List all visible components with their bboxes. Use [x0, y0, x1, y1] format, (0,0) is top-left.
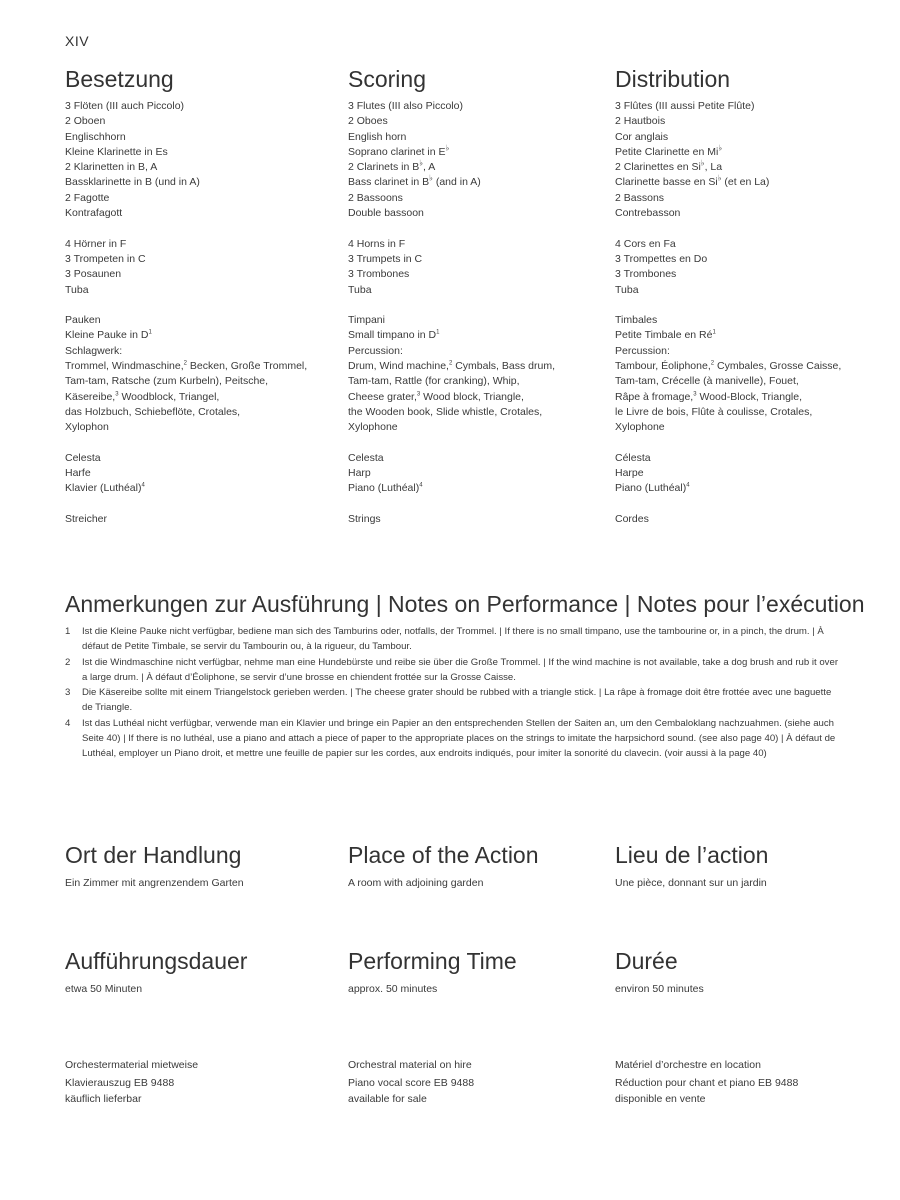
instrument-line: Contrebasson: [615, 207, 681, 220]
footnote-mark: 4: [419, 482, 423, 489]
instrument-line: [348, 175, 603, 190]
instrument-text: Käsereibe,: [65, 390, 116, 403]
instrument-line: 3 Trombones: [348, 268, 410, 281]
instrument-text: Small timpano in D: [348, 329, 437, 342]
note-number: 4: [65, 717, 71, 729]
instrument-line: 3 Trompeten in C: [65, 252, 146, 265]
scoring-column-de: [65, 65, 335, 527]
instrument-line: [615, 390, 875, 405]
instrument-text: Tambour, Éoliphone,: [615, 360, 711, 373]
instrument-list-de: [65, 99, 335, 527]
instrument-line: Kleine Klarinette in Es: [65, 145, 168, 158]
instrument-text: (and in A): [432, 176, 481, 189]
duration-text-de: etwa 50 Minuten: [65, 983, 143, 995]
instrument-line: Percussion:: [615, 344, 670, 357]
footnote-mark: 2: [448, 360, 453, 367]
duration-title-de: Aufführungsdauer: [65, 948, 248, 974]
flat-sign-icon: ♭: [700, 158, 705, 168]
footnote-mark: 1: [436, 329, 440, 336]
note-text: Ist das Luthéal nicht verfügbar, verwende man ein Klavier und bringe ein Papier an den entsprechenden Stellen der Saiten an, um den Cembaloklang nachzuahmen. (siehe auch Seite 40) | If there is no luthéal, use a piano and attach a piece of paper to the appropriate places on the strings to imitate the harpsichord sound. (see also page 40) | À défaut de Luthéal, employer un Piano droit, et mettre une feuille de papier sur les cordes, aux endroits indiqués, pour imiter la sonorité du clavecin. (voir aussi à la page 40): [82, 717, 836, 760]
footnote-mark: 2: [183, 360, 187, 367]
instrument-line: [65, 359, 335, 374]
instrument-line: Pauken: [65, 314, 101, 327]
blank-line: [615, 436, 875, 451]
footnote-mark: 2: [710, 360, 715, 367]
place-title-en: Place of the Action: [348, 842, 539, 868]
instrument-text: Bass clarinet in B: [348, 176, 430, 189]
instrument-line: Tuba: [615, 283, 639, 296]
instrument-list-en: [348, 99, 603, 527]
instrument-line: Xylophone: [615, 421, 665, 434]
instrument-line: 3 Flûtes (III aussi Petite Flûte): [615, 100, 755, 112]
instrument-text: Petite Timbale en Ré: [615, 329, 713, 342]
instrument-line: Tuba: [348, 283, 372, 296]
instrument-text: Woodblock, Triangel,: [118, 390, 220, 403]
instrument-line: Timpani: [348, 314, 385, 327]
blank-line: [65, 436, 335, 451]
instrument-line: [615, 481, 875, 496]
instrument-line: [65, 328, 335, 343]
instrument-line: Harpe: [615, 467, 644, 480]
instrument-line: [348, 328, 603, 343]
instrument-text: Piano (Luthéal): [615, 482, 687, 495]
instrument-line: 3 Trombones: [615, 268, 677, 281]
place-column-de: [65, 841, 335, 891]
note-text: Ist die Windmaschine nicht verfügbar, nehme man eine Hundebürste und reibe sie über die Große Trommel. | If the wind machine is not available, take a dog brush and rub it over a large drum. | À défaut d’Éoliphone, se servir d’une brosse en chiendent frottée sur la Grosse Caisse.: [82, 656, 839, 683]
instrument-line: 4 Horns in F: [348, 237, 406, 250]
material-hire-text: Orchestral material on hire: [348, 1059, 472, 1071]
instrument-line: Cor anglais: [615, 130, 669, 143]
note-text: Die Käsereibe sollte mit einem Triangelstock gerieben werden. | The cheese grater should be rubbed with a triangle stick. | La râpe à fromage doit être frottée avec une baguette de Triangle.: [82, 687, 832, 714]
place-text-de: Ein Zimmer mit angrenzendem Garten: [65, 877, 244, 889]
instrument-text: 2 Clarinets in B: [348, 161, 420, 174]
instrument-line: [615, 160, 875, 175]
instrument-line: Harfe: [65, 467, 91, 480]
blank-line: [65, 298, 335, 313]
instrument-text: , A: [422, 161, 436, 174]
footnote-mark: 4: [141, 482, 145, 489]
blank-line: [65, 497, 335, 512]
footnote-mark: 3: [416, 391, 421, 398]
note-text: Ist die Kleine Pauke nicht verfügbar, bediene man sich des Tamburins oder, notfalls, der Trommel. | If there is no small timpano, use the tambourine or, in a pinch, the drum. | À défaut de Petite Timbale, se servir du Tambourin ou, à la rigueur, du Tambour.: [82, 626, 824, 653]
instrument-text: Kleine Pauke in D: [65, 329, 149, 342]
publishing-info-fr: [615, 1058, 875, 1107]
instrument-text: Cymbales, Grosse Caisse,: [714, 360, 842, 373]
instrument-line: Englischhorn: [65, 130, 126, 143]
publishing-info-de: [65, 1058, 335, 1107]
vocal-score-text: Piano vocal score EB 9488: [348, 1077, 475, 1090]
instrument-line: Tam-tam, Ratsche (zum Kurbeln), Peitsche,: [65, 375, 269, 388]
instrument-text: Piano (Luthéal): [348, 482, 420, 495]
instrument-list-fr: [615, 99, 875, 527]
instrument-line: Double bassoon: [348, 207, 424, 220]
note-number: 1: [65, 626, 71, 637]
instrument-line: [348, 390, 603, 405]
instrument-line: Cordes: [615, 513, 649, 526]
instrument-line: Tam-tam, Rattle (for cranking), Whip,: [348, 375, 520, 388]
note-item: [65, 655, 840, 686]
place-column-fr: [615, 841, 875, 891]
availability-text: käuflich lieferbar: [65, 1092, 142, 1105]
instrument-line: Kontrafagott: [65, 207, 123, 220]
instrument-text: Trommel, Windmaschine,: [65, 360, 184, 373]
availability-text: available for sale: [348, 1092, 427, 1105]
notes-title: Anmerkungen zur Ausführung | Notes on Performance | Notes pour l’exécution: [65, 591, 865, 617]
note-number: 2: [65, 656, 71, 668]
instrument-line: Tuba: [65, 283, 89, 296]
instrument-line: [65, 390, 335, 405]
scoring-column-en: [348, 65, 603, 527]
page-number: XIV: [65, 33, 90, 49]
instrument-line: Xylophone: [348, 421, 398, 434]
instrument-text: , La: [704, 161, 723, 174]
instrument-line: [615, 359, 875, 374]
duration-column-fr: [615, 947, 875, 997]
instrument-line: [615, 145, 875, 160]
instrument-line: 3 Flöten (III auch Piccolo): [65, 100, 185, 112]
scoring-title-de: Besetzung: [65, 66, 174, 92]
instrument-line: Xylophon: [65, 421, 109, 434]
instrument-line: 4 Cors en Fa: [615, 237, 676, 250]
instrument-text: Wood block, Triangle,: [420, 390, 524, 403]
blank-line: [615, 298, 875, 313]
instrument-line: Célesta: [615, 451, 651, 464]
footnote-mark: 3: [115, 391, 119, 398]
instrument-text: 2 Clarinettes en Si: [615, 161, 701, 174]
publishing-info-en: [348, 1058, 603, 1107]
scoring-title-fr: Distribution: [615, 66, 731, 92]
blank-line: [65, 221, 335, 236]
place-text-en: A room with adjoining garden: [348, 877, 484, 889]
instrument-text: Becken, Große Trommel,: [186, 360, 308, 373]
instrument-line: [348, 160, 603, 175]
instrument-line: [615, 328, 875, 343]
flat-sign-icon: ♭: [717, 173, 722, 183]
availability-text: disponible en vente: [615, 1092, 706, 1105]
instrument-text: Petite Clarinette en Mi: [615, 145, 719, 158]
instrument-line: [348, 359, 603, 374]
blank-line: [615, 497, 875, 512]
instrument-line: 2 Hautbois: [615, 115, 666, 128]
blank-line: [348, 497, 603, 512]
instrument-line: Percussion:: [348, 344, 403, 357]
instrument-text: Wood-Block, Triangle,: [696, 390, 802, 403]
blank-line: [348, 221, 603, 236]
vocal-score-text: Klavierauszug EB 9488: [65, 1077, 175, 1090]
flat-sign-icon: ♭: [445, 143, 450, 153]
instrument-line: 3 Trompettes en Do: [615, 252, 708, 265]
flat-sign-icon: ♭: [419, 158, 423, 168]
blank-line: [615, 221, 875, 236]
duration-title-fr: Durée: [615, 948, 678, 974]
note-item: [65, 685, 840, 716]
instrument-text: Clarinette basse en Si: [615, 176, 718, 189]
place-title-de: Ort der Handlung: [65, 842, 242, 868]
instrument-line: Tam-tam, Crécelle (à manivelle), Fouet,: [615, 375, 799, 388]
instrument-line: das Holzbuch, Schiebeflöte, Crotales,: [65, 405, 241, 418]
scoring-column-fr: [615, 65, 875, 527]
notes-list: [65, 624, 840, 762]
instrument-line: Celesta: [348, 451, 384, 464]
instrument-line: Timbales: [615, 314, 658, 327]
instrument-line: 3 Posaunen: [65, 268, 122, 281]
instrument-line: 4 Hörner in F: [65, 237, 127, 250]
footnote-mark: 4: [686, 482, 690, 489]
instrument-line: Schlagwerk:: [65, 344, 123, 357]
place-title-fr: Lieu de l’action: [615, 842, 769, 868]
instrument-line: Bassklarinette in B (und in A): [65, 176, 200, 189]
instrument-line: 2 Oboes: [348, 115, 388, 128]
note-item: [65, 716, 840, 762]
instrument-line: 2 Klarinetten in B, A: [65, 161, 158, 174]
material-hire-text: Orchestermaterial mietweise: [65, 1059, 199, 1071]
flat-sign-icon: ♭: [429, 173, 433, 183]
instrument-text: Cheese grater,: [348, 390, 417, 403]
scoring-title-en: Scoring: [348, 66, 426, 92]
instrument-text: Cymbals, Bass drum,: [452, 360, 555, 373]
instrument-line: [348, 145, 603, 160]
material-hire-text: Matériel d’orchestre en location: [615, 1059, 761, 1071]
instrument-line: English horn: [348, 130, 407, 143]
place-text-fr: Une pièce, donnant sur un jardin: [615, 877, 767, 889]
duration-text-en: approx. 50 minutes: [348, 983, 438, 995]
duration-column-en: [348, 947, 603, 997]
vocal-score-text: Réduction pour chant et piano EB 9488: [615, 1077, 799, 1090]
duration-text-fr: environ 50 minutes: [615, 983, 704, 995]
instrument-text: Râpe à fromage,: [615, 390, 694, 403]
duration-column-de: [65, 947, 335, 997]
footnote-mark: 3: [693, 391, 697, 398]
instrument-line: 3 Trumpets in C: [348, 252, 423, 265]
duration-title-en: Performing Time: [348, 948, 517, 974]
instrument-line: [615, 175, 875, 190]
instrument-line: 2 Oboen: [65, 115, 106, 128]
instrument-line: 2 Bassoons: [348, 191, 403, 204]
footnote-mark: 1: [148, 329, 152, 336]
flat-sign-icon: ♭: [718, 143, 723, 153]
instrument-line: Celesta: [65, 451, 101, 464]
instrument-line: [348, 481, 603, 496]
instrument-line: 2 Bassons: [615, 191, 665, 204]
instrument-text: Soprano clarinet in E: [348, 145, 446, 158]
instrument-text: Klavier (Luthéal): [65, 482, 142, 495]
note-item: [65, 624, 840, 655]
instrument-line: 3 Flutes (III also Piccolo): [348, 100, 463, 112]
place-column-en: [348, 841, 603, 891]
footnote-mark: 1: [712, 329, 716, 336]
instrument-line: 2 Fagotte: [65, 191, 110, 204]
instrument-text: (et en La): [721, 176, 770, 189]
note-number: 3: [65, 687, 71, 699]
instrument-text: Drum, Wind machine,: [348, 360, 449, 373]
instrument-line: Streicher: [65, 513, 108, 526]
instrument-line: le Livre de bois, Flûte à coulisse, Crotales,: [615, 405, 813, 418]
blank-line: [348, 298, 603, 313]
instrument-line: Harp: [348, 467, 371, 480]
blank-line: [348, 436, 603, 451]
instrument-line: [65, 481, 335, 496]
instrument-line: the Wooden book, Slide whistle, Crotales,: [348, 405, 543, 418]
instrument-line: Strings: [348, 513, 381, 526]
